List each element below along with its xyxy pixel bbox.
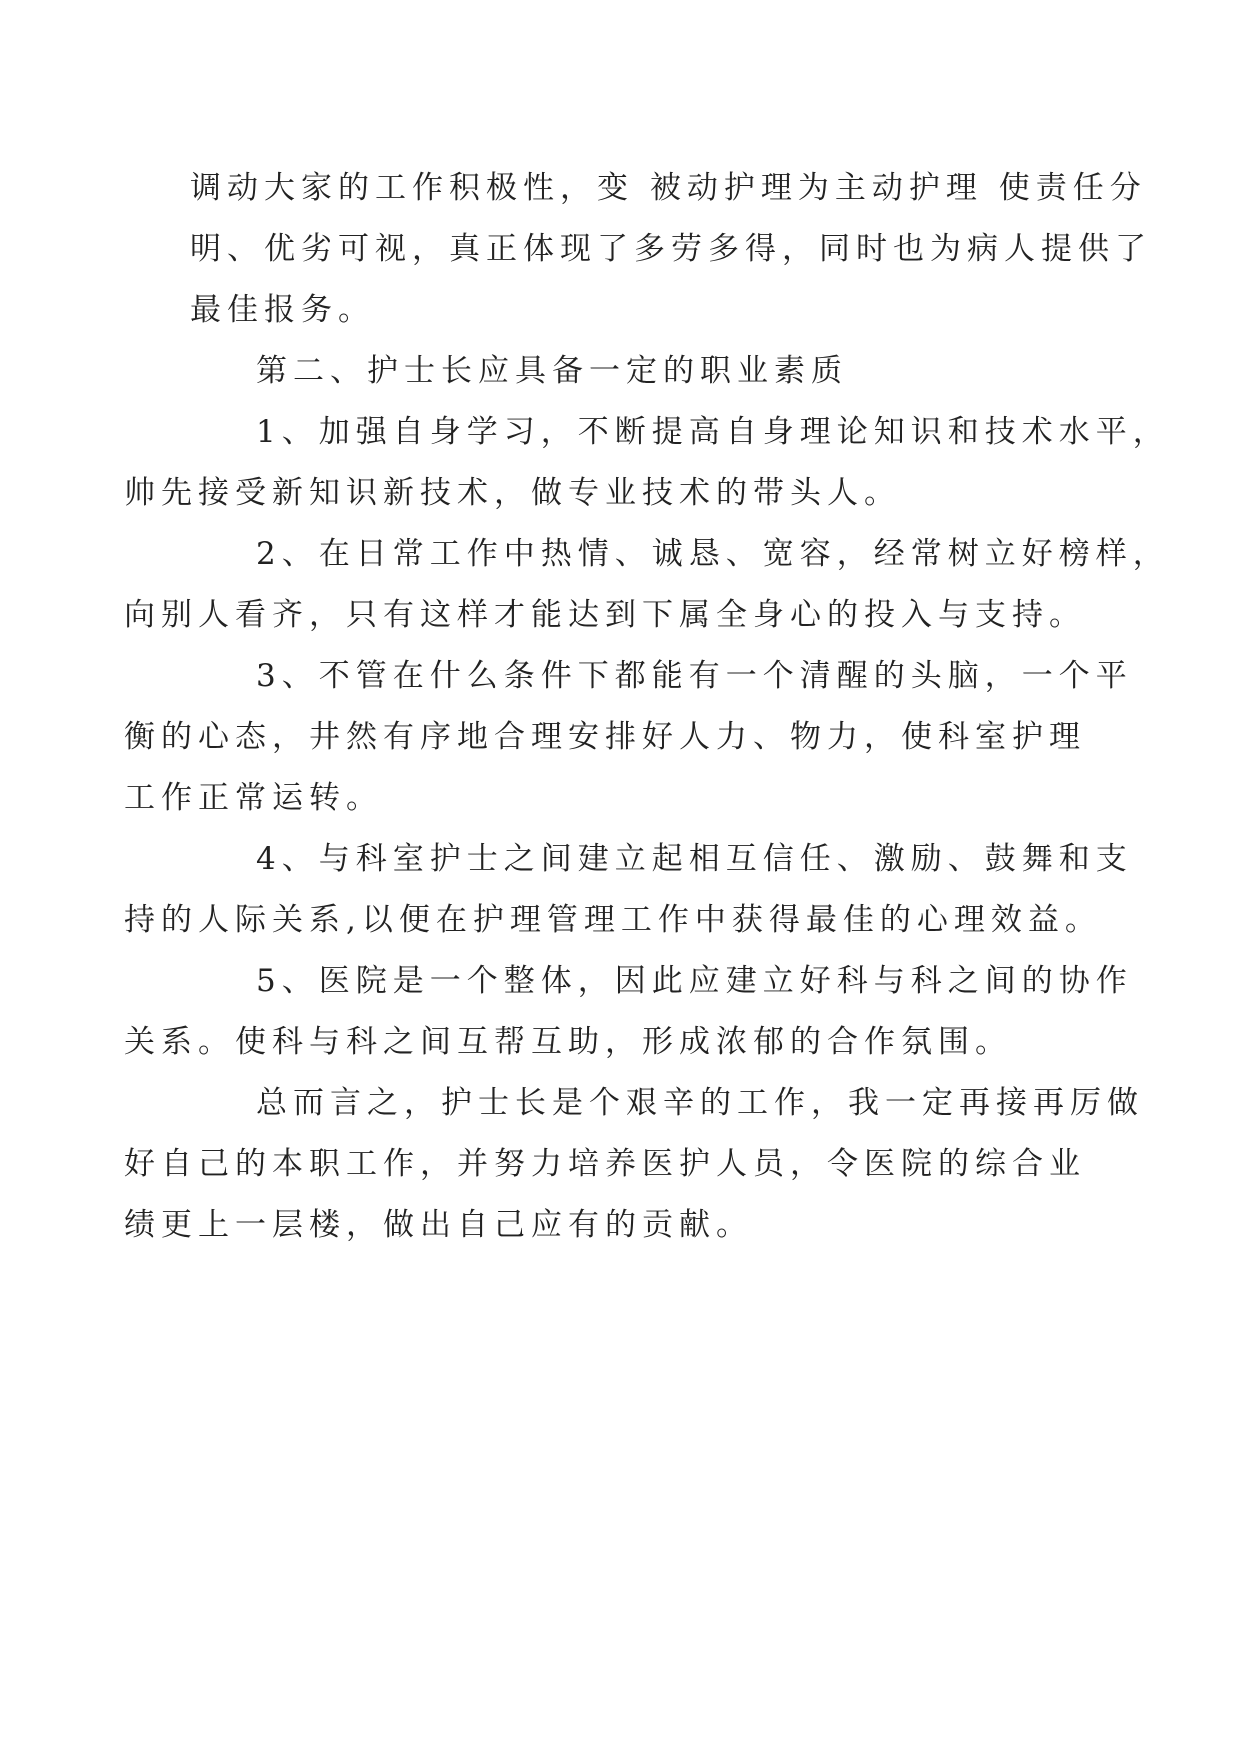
text-line: 3、不管在什么条件下都能有一个清醒的头脑，一个平: [256, 658, 1133, 694]
text-line: 工作正常运转。: [124, 780, 383, 816]
list-item-1: [124, 402, 1170, 524]
list-item-2: [124, 524, 1170, 646]
text-line: 最佳报务。: [190, 292, 375, 328]
document-body: [124, 158, 1170, 1256]
text-line: 好自己的本职工作，并努力培养医护人员，令医院的综合业: [124, 1146, 1086, 1182]
text-line: 第二、护士长应具备一定的职业素质: [256, 353, 848, 389]
list-item-5: [124, 951, 1133, 1073]
text-line: 2、在日常工作中热情、诚恳、宽容，经常树立好榜样，: [256, 536, 1170, 572]
conclusion-paragraph: [124, 1073, 1144, 1256]
text-line: 绩更上一层楼，做出自己应有的贡献。: [124, 1207, 753, 1243]
list-item-4: [124, 829, 1133, 951]
text-line: 1、加强自身学习，不断提高自身理论知识和技术水平，: [256, 414, 1170, 450]
list-item-3: [124, 646, 1133, 829]
section-heading: [190, 341, 1070, 402]
text-line: 持的人际关系,以便在护理管理工作中获得最佳的心理效益。: [124, 902, 1102, 938]
text-line: 5、医院是一个整体，因此应建立好科与科之间的协作: [256, 963, 1133, 999]
text-line: 调动大家的工作积极性，变 被动护理为主动护理 使责任分: [190, 170, 1147, 206]
paragraph-intro-continuation: [190, 158, 1152, 341]
text-line: 总而言之，护士长是个艰辛的工作，我一定再接再厉做: [256, 1085, 1144, 1121]
text-line: 帅先接受新知识新技术，做专业技术的带头人。: [124, 475, 901, 511]
text-line: 4、与科室护士之间建立起相互信任、激励、鼓舞和支: [256, 841, 1133, 877]
text-line: 向别人看齐，只有这样才能达到下属全身心的投入与支持。: [124, 597, 1086, 633]
text-line: 明、优劣可视，真正体现了多劳多得，同时也为病人提供了: [190, 231, 1152, 267]
text-line: 衡的心态，井然有序地合理安排好人力、物力，使科室护理: [124, 719, 1086, 755]
text-line: 关系。使科与科之间互帮互助，形成浓郁的合作氛围。: [124, 1024, 1012, 1060]
